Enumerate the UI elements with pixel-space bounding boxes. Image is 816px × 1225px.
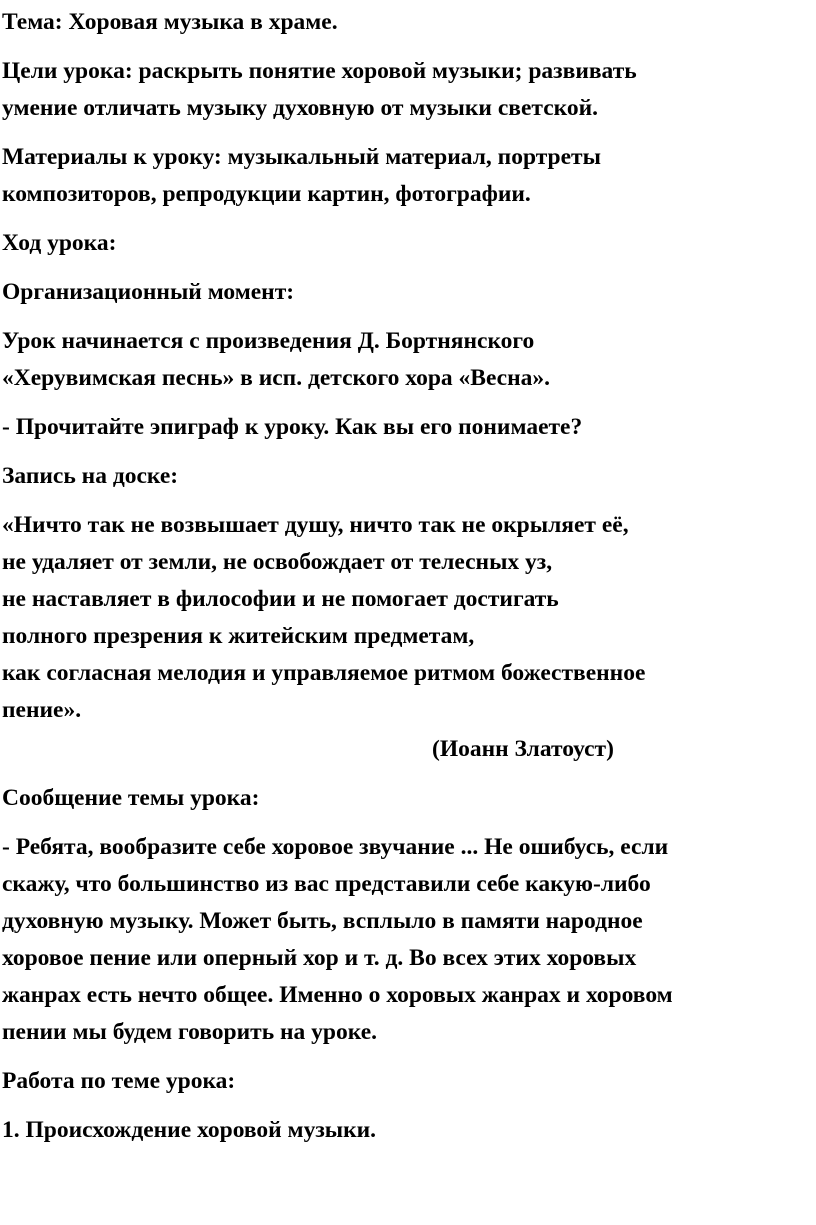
quote-line: полного презрения к житейским предметам,: [2, 623, 475, 649]
epigraph-prompt: - Прочитайте эпиграф к уроку. Как вы его понимаете?: [2, 414, 583, 440]
lesson-topic: Тема: Хоровая музыка в храме.: [2, 9, 338, 35]
org-moment-heading: Организационный момент:: [2, 279, 295, 305]
org-moment-text: Урок начинается с произведения Д. Бортнянского «Херувимская песнь» в исп. детского хора «Весна».: [2, 328, 551, 391]
quote-line: как согласная мелодия и управляемое ритмом божественное: [2, 660, 646, 686]
work-heading: Работа по теме урока:: [2, 1068, 236, 1094]
lesson-materials: Материалы к уроку: музыкальный материал, портреты композиторов, репродукции картин, фотографии.: [2, 144, 601, 207]
lesson-goals: Цели урока: раскрыть понятие хоровой музыки; развивать умение отличать музыку духовную от музыки светской.: [2, 58, 637, 121]
quote-line: не удаляет от земли, не освобождает от телесных уз,: [2, 549, 553, 575]
section-1-heading: 1. Происхождение хоровой музыки.: [2, 1117, 377, 1143]
topic-message-text: - Ребята, вообразите себе хоровое звучание ... Не ошибусь, если скажу, что большинство из вас представили себе какую-либо духовную музыку. Может быть, всплыло в памяти народное хоровое пение или оперный хор и т. д. Во всех этих хоровых жанрах есть нечто общее. Именно о хоровых жанрах и хоровом пении мы будем говорить на уроке.: [2, 834, 673, 1045]
quote-line: «Ничто так не возвышает душу, ничто так не окрыляет её,: [2, 512, 629, 538]
lesson-flow-heading: Ход урока:: [2, 230, 117, 256]
quote-author: (Иоанн Златоуст): [432, 736, 614, 762]
quote-line: не наставляет в философии и не помогает достигать: [2, 586, 559, 612]
epigraph-quote: [2, 507, 804, 768]
topic-message-heading: Сообщение темы урока:: [2, 785, 260, 811]
board-heading: Запись на доске:: [2, 463, 179, 489]
quote-line: пение».: [2, 697, 82, 723]
